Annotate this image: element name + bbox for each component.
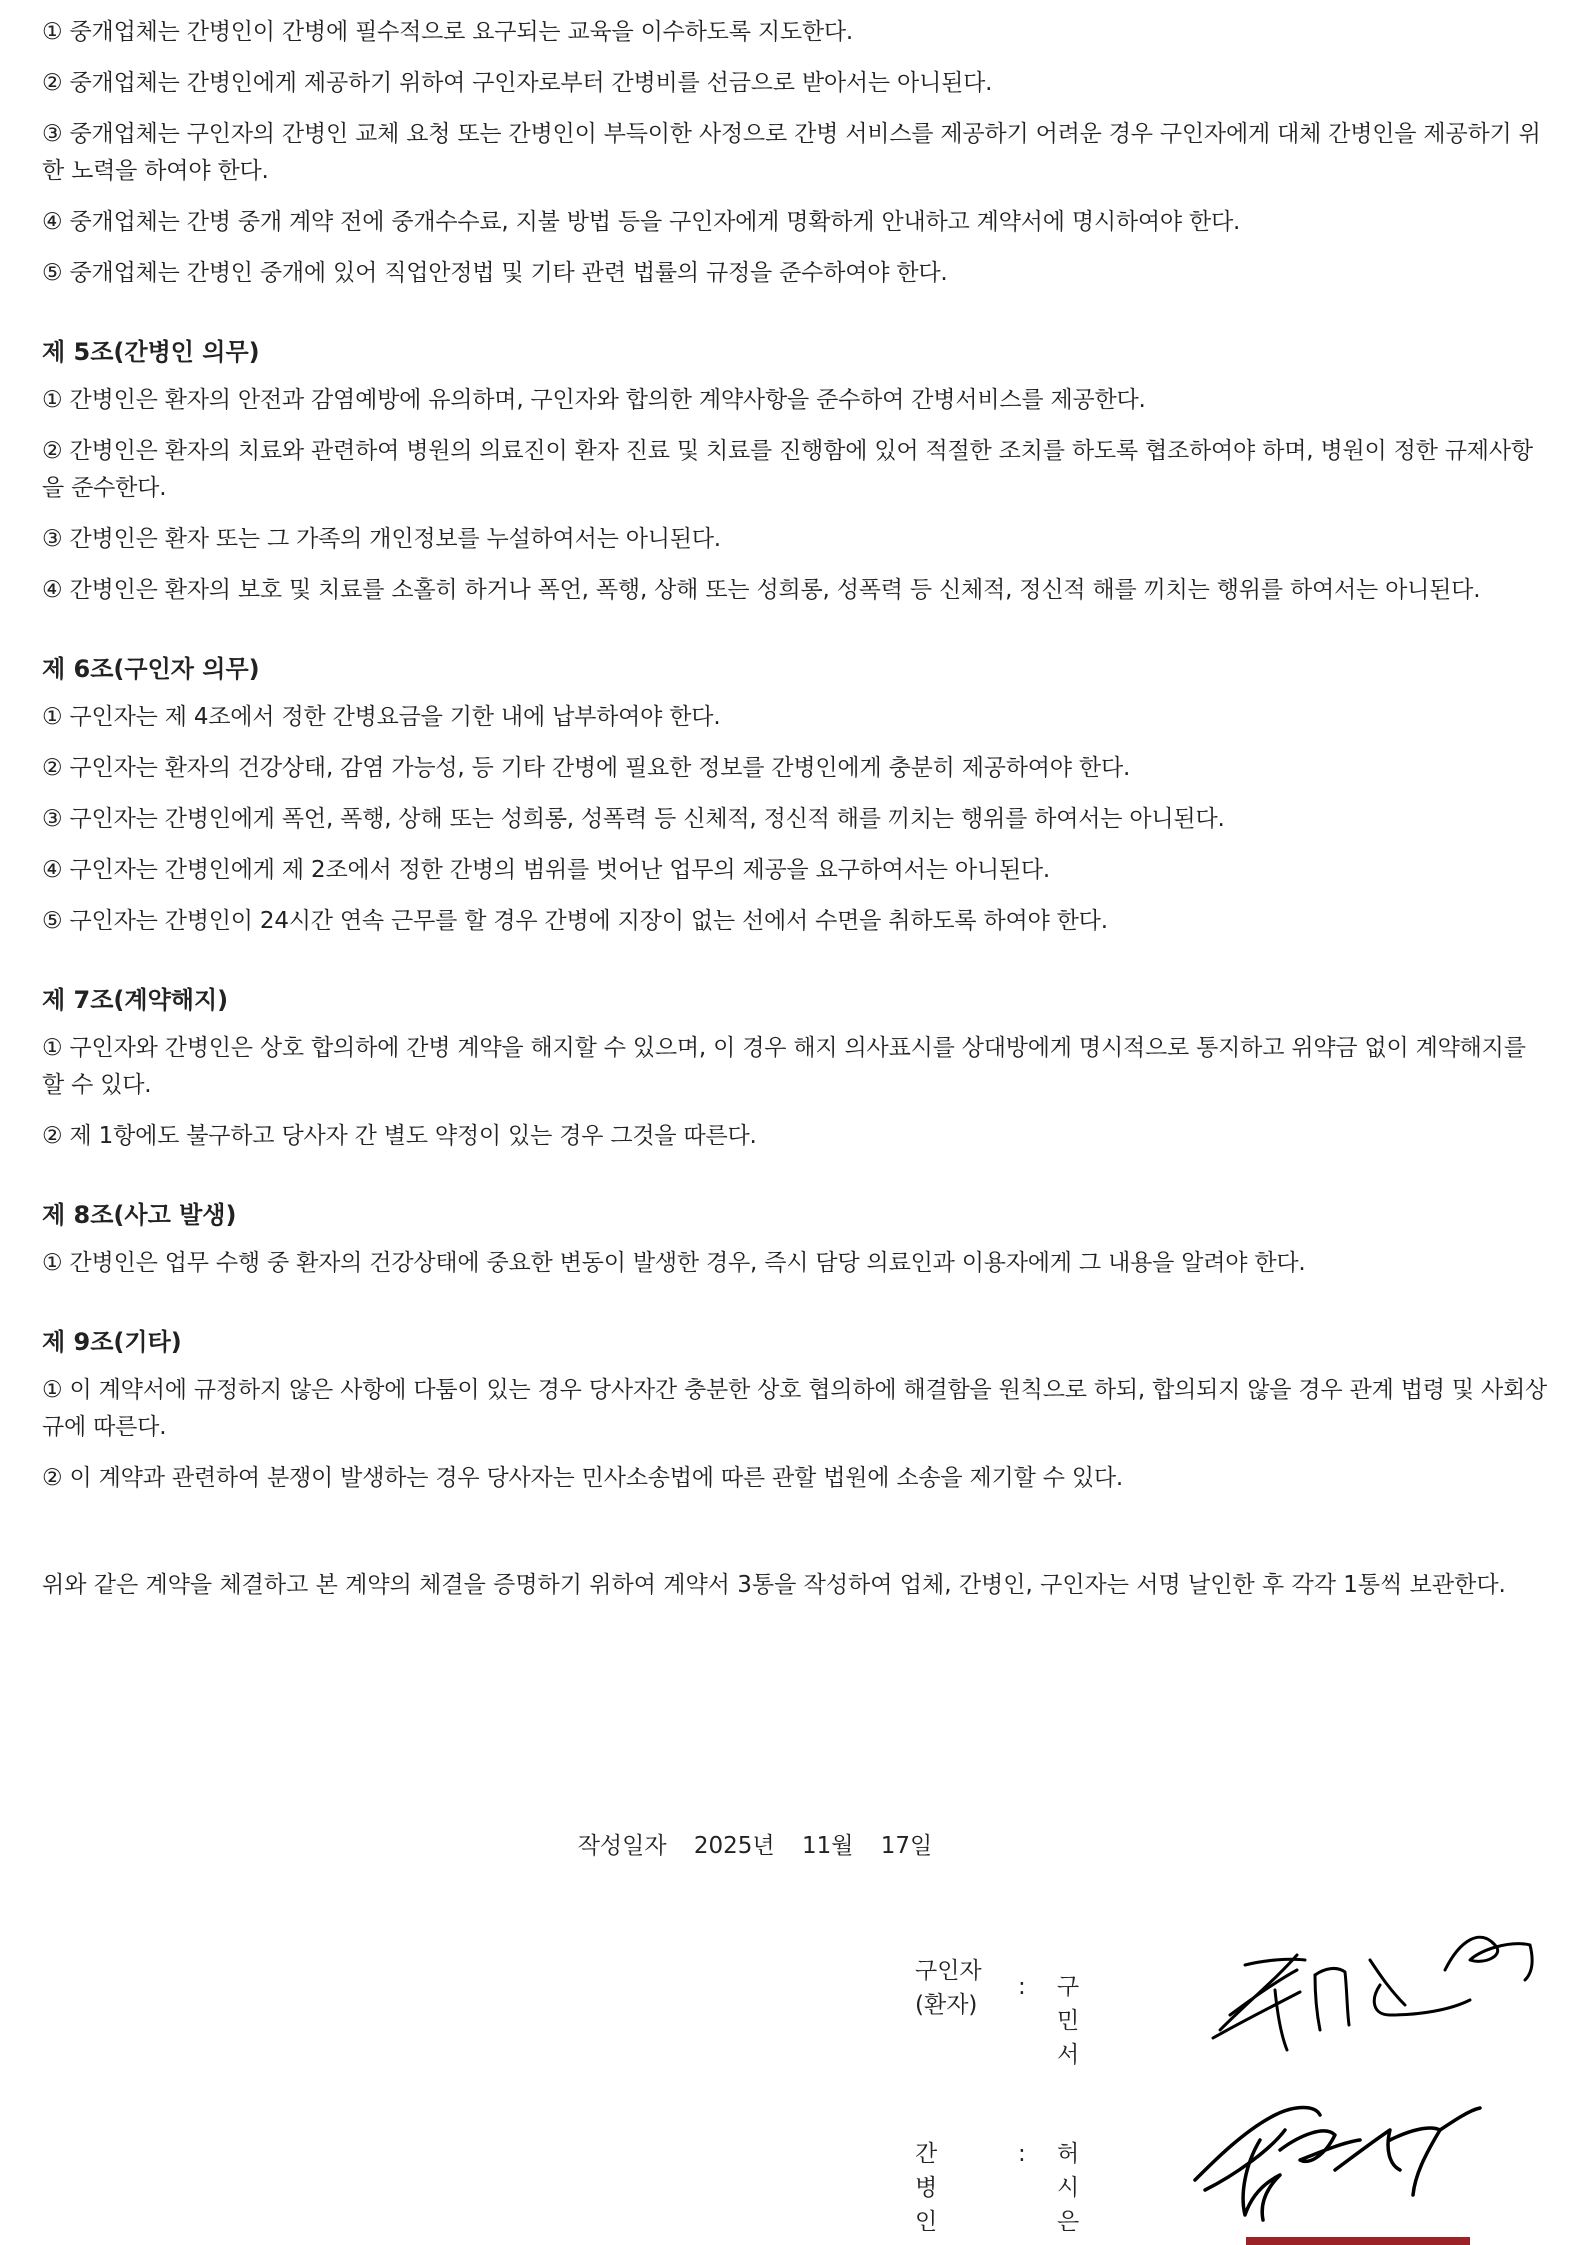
section-title: 제 5조(간병인 의무) xyxy=(42,338,260,366)
closing-statement: 위와 같은 계약을 체결하고 본 계약의 체결을 증명하기 위하여 계약서 3통을 작성하여 업체, 간병인, 구인자는 서명 날인한 후 각각 1통씩 보관한다. xyxy=(42,1572,1506,1598)
section-title: 제 6조(구인자 의무) xyxy=(42,655,260,683)
clause: ② 구인자는 환자의 건강상태, 감염 가능성, 등 기타 간병에 필요한 정보를 간병인에게 충분히 제공하여야 한다. xyxy=(42,755,1131,781)
section-article-9 xyxy=(42,1324,1552,1497)
date-label: 작성일자 xyxy=(577,1833,667,1859)
clause: ③ 구인자는 간병인에게 폭언, 폭행, 상해 또는 성희롱, 성폭력 등 신체적, 정신적 해를 끼치는 행위를 하여서는 아니된다. xyxy=(42,806,1225,832)
caregiver-colon: : xyxy=(1018,2141,1026,2167)
employer-signature xyxy=(1205,1920,1545,2070)
caregiver-role: 간병인 xyxy=(915,2141,938,2235)
clause: ④ 간병인은 환자의 보호 및 치료를 소홀히 하거나 폭언, 폭행, 상해 또는 성희롱, 성폭력 등 신체적, 정신적 해를 끼치는 행위를 하여서는 아니된다. xyxy=(42,577,1481,603)
section-article-6 xyxy=(42,651,1552,940)
clause: ⑤ 구인자는 간병인이 24시간 연속 근무를 할 경우 간병에 지장이 없는 선에서 수면을 취하도록 하여야 한다. xyxy=(42,908,1108,934)
section-article-5 xyxy=(42,334,1552,609)
employer-role-line: 구인자 xyxy=(915,1958,982,1984)
clause: ③ 간병인은 환자 또는 그 가족의 개인정보를 누설하여서는 아니된다. xyxy=(42,526,721,552)
footer-accent-bar xyxy=(1246,2237,1470,2245)
section-article-8 xyxy=(42,1197,1552,1282)
clause: ① 구인자와 간병인은 상호 합의하에 간병 계약을 해지할 수 있으며, 이 경우 해지 의사표시를 상대방에게 명시적으로 통지하고 위약금 없이 계약해지를 할 수 있다. xyxy=(42,1035,1526,1098)
date-line xyxy=(0,1828,1510,1865)
clause: ② 이 계약과 관련하여 분쟁이 발생하는 경우 당사자는 민사소송법에 따른 관할 법원에 소송을 제기할 수 있다. xyxy=(42,1465,1123,1491)
clause: ① 이 계약서에 규정하지 않은 사항에 다툼이 있는 경우 당사자간 충분한 상호 협의하에 해결함을 원칙으로 하되, 합의되지 않을 경우 관계 법령 및 사회상규에 따른다. xyxy=(42,1377,1548,1440)
date-year: 2025년 xyxy=(693,1833,775,1859)
clause: ① 간병인은 업무 수행 중 환자의 건강상태에 중요한 변동이 발생한 경우, 즉시 담당 의료인과 이용자에게 그 내용을 알려야 한다. xyxy=(42,1250,1306,1276)
date-month: 11월 xyxy=(801,1833,854,1859)
clause: ① 중개업체는 간병인이 간병에 필수적으로 요구되는 교육을 이수하도록 지도한다. xyxy=(42,19,854,45)
caregiver-signature xyxy=(1185,2080,1485,2230)
caregiver-name: 허시은 xyxy=(1057,2141,1080,2235)
clause: ① 구인자는 제 4조에서 정한 간병요금을 기한 내에 납부하여야 한다. xyxy=(42,704,721,730)
employer-role-subline: (환자) xyxy=(915,1992,978,2018)
clause: ④ 중개업체는 간병 중개 계약 전에 중개수수료, 지불 방법 등을 구인자에게 명확하게 안내하고 계약서에 명시하여야 한다. xyxy=(42,209,1241,235)
clause: ① 간병인은 환자의 안전과 감염예방에 유의하며, 구인자와 합의한 계약사항을 준수하여 간병서비스를 제공한다. xyxy=(42,387,1146,413)
section-title: 제 8조(사고 발생) xyxy=(42,1201,237,1229)
employer-name: 구민서 xyxy=(1057,1974,1080,2068)
clause: ② 제 1항에도 불구하고 당사자 간 별도 약정이 있는 경우 그것을 따른다. xyxy=(42,1123,757,1149)
intro-clauses xyxy=(42,14,1552,292)
section-article-7 xyxy=(42,982,1552,1155)
section-title: 제 9조(기타) xyxy=(42,1328,182,1356)
clause: ④ 구인자는 간병인에게 제 2조에서 정한 간병의 범위를 벗어난 업무의 제공을 요구하여서는 아니된다. xyxy=(42,857,1051,883)
clause: ③ 중개업체는 구인자의 간병인 교체 요청 또는 간병인이 부득이한 사정으로 간병 서비스를 제공하기 어려운 경우 구인자에게 대체 간병인을 제공하기 위한 노력을 하여야 한다. xyxy=(42,121,1541,184)
contract-document xyxy=(42,0,1552,1604)
employer-colon: : xyxy=(1018,1974,1026,2000)
clause: ② 간병인은 환자의 치료와 관련하여 병원의 의료진이 환자 진료 및 치료를 진행함에 있어 적절한 조치를 하도록 협조하여야 하며, 병원이 정한 규제사항을 준수한다. xyxy=(42,438,1533,501)
employer-role xyxy=(915,1954,1015,2022)
date-day: 17일 xyxy=(880,1833,933,1859)
clause: ② 중개업체는 간병인에게 제공하기 위하여 구인자로부터 간병비를 선금으로 받아서는 아니된다. xyxy=(42,70,993,96)
clause: ⑤ 중개업체는 간병인 중개에 있어 직업안정법 및 기타 관련 법률의 규정을 준수하여야 한다. xyxy=(42,260,948,286)
section-title: 제 7조(계약해지) xyxy=(42,986,229,1014)
